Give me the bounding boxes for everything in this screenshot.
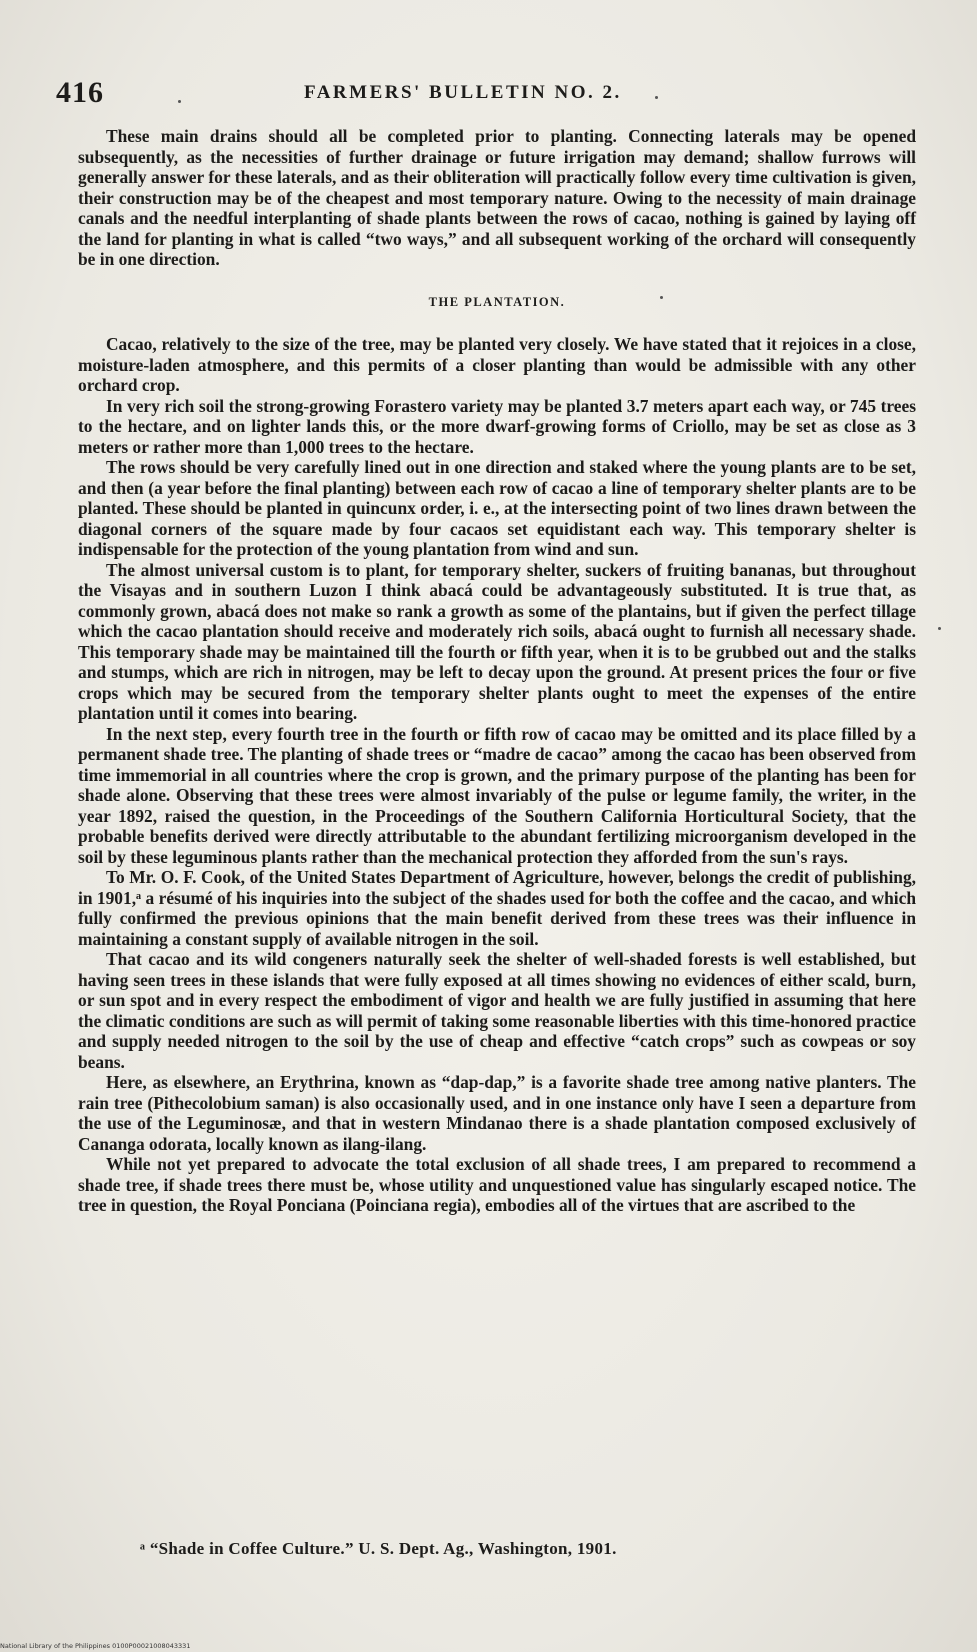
ink-speck bbox=[938, 627, 941, 630]
paragraph: The almost universal custom is to plant, for temporary shelter, suckers of fruiting bananas, but throughout the Visayas and in southern Luzon I think abacá could be advantageously substituted. It is true that, as commonly grown, abacá does not make so rank a growth as some of the plantains, but if given the perfect tillage which the cacao plantation should receive and moderately rich soils, abacá ought to furnish all necessary shade. This temporary shade may be maintained till the fourth or fifth year, when it is to be grubbed out and the stalks and stumps, which are rich in nitrogen, may be left to decay upon the ground. At present prices the four or five crops which may be secured from the temporary shelter plants ought to meet the expenses of the entire plantation until it comes into bearing. bbox=[78, 559, 916, 723]
running-title: FARMERS' BULLETIN NO. 2. bbox=[304, 82, 622, 103]
library-imprint: National Library of the Philippines 0100P00021008043331 bbox=[0, 1642, 191, 1650]
paragraph: To Mr. O. F. Cook, of the United States Department of Agriculture, however, belongs the credit of publishing, in 1901,ᵃ a résumé of his inquiries into the subject of the shades used for both the coffee and the cacao, and which fully confirmed the previous opinions that the main benefit derived from these trees was their influence in maintaining a constant supply of available nitrogen in the soil. bbox=[78, 867, 916, 949]
section-heading: THE PLANTATION. bbox=[428, 294, 566, 309]
paragraph: In very rich soil the strong-growing Forastero variety may be planted 3.7 meters apart each way, or 745 trees to the hectare, and on lighter lands this, or the more dwarf-growing forms of Criollo, may be set as close as 3 meters or rather more than 1,000 trees to the hectare. bbox=[78, 395, 916, 457]
body-text bbox=[78, 126, 916, 1216]
intro-paragraph: These main drains should all be completed prior to planting. Connecting laterals may be opened subsequently, as the necessities of further drainage or future irrigation may demand; shallow furrows will generally answer for these laterals, and as their obliteration will practically follow every time cultivation is given, their construction may be of the cheapest and most temporary nature. Owing to the necessity of main drainage canals and the needful interplanting of shade plants between the rows of cacao, nothing is gained by laying off the land for planting in what is called “two ways,” and all subsequent working of the orchard will consequently be in one direction. bbox=[78, 126, 916, 269]
footnote: ᵃ “Shade in Coffee Culture.” U. S. Dept. Ag., Washington, 1901. bbox=[140, 1539, 617, 1558]
page-number: 416 bbox=[56, 76, 104, 109]
paragraph: Cacao, relatively to the size of the tree, may be planted very closely. We have stated that it rejoices in a close, moisture-laden atmosphere, and this permits of a closer planting than would be admissible with any other orchard crop. bbox=[78, 334, 916, 395]
paragraph: Here, as elsewhere, an Erythrina, known as “dap-dap,” is a favorite shade tree among native planters. The rain tree (Pithecolobium saman) is also occasionally used, and in one instance only have I seen a departure from the use of the Leguminosæ, and that in western Mindanao there is a shade plantation composed exclusively of Cananga odorata, locally known as ilang-ilang. bbox=[78, 1072, 916, 1154]
paragraph: While not yet prepared to advocate the total exclusion of all shade trees, I am prepared to recommend a shade tree, if shade trees there must be, whose utility and unquestioned value has singularly escaped notice. The tree in question, the Royal Ponciana (Poinciana regia), embodies all of the virtues that are ascribed to the bbox=[78, 1154, 916, 1215]
paragraph: That cacao and its wild congeners naturally seek the shelter of well-shaded forests is well established, but having seen trees in these islands that were fully exposed at all times showing no evidences of either scald, burn, or sun spot and in every respect the embodiment of vigor and health we are fully justified in assuming that here the climatic conditions are such as will permit of taking some reasonable liberties with this time-honored practice and supply needed nitrogen to the soil by the use of cheap and effective “catch crops” such as cowpeas or soy beans. bbox=[78, 949, 916, 1072]
paragraph: In the next step, every fourth tree in the fourth or fifth row of cacao may be omitted and its place filled by a permanent shade tree. The planting of shade trees or “madre de cacao” among the cacao has been observed from time immemorial in all countries where the crop is grown, and the primary purpose of the planting has been for shade alone. Observing that these trees were almost invariably of the pulse or legume family, the writer, in the year 1892, raised the question, in the Proceedings of the Southern California Horticultural Society, that the probable benefits derived were directly attributable to the abundant fertilizing microorganism developed in the soil by these leguminous plants rather than the mechanical protection they afforded from the sun's rays. bbox=[78, 723, 916, 867]
ink-speck bbox=[178, 100, 181, 103]
paragraph: The rows should be very carefully lined out in one direction and staked where the young plants are to be set, and then (a year before the final planting) between each row of cacao a line of temporary shelter plants are to be planted. These should be planted in quincunx order, i. e., at the intersecting point of two lines drawn between the diagonal corners of the square made by four cacaos set equidistant each way. This temporary shelter is indispensable for the protection of the young plantation from wind and sun. bbox=[78, 457, 916, 559]
running-head bbox=[56, 76, 907, 116]
ink-speck bbox=[660, 296, 663, 299]
ink-speck bbox=[655, 96, 658, 99]
